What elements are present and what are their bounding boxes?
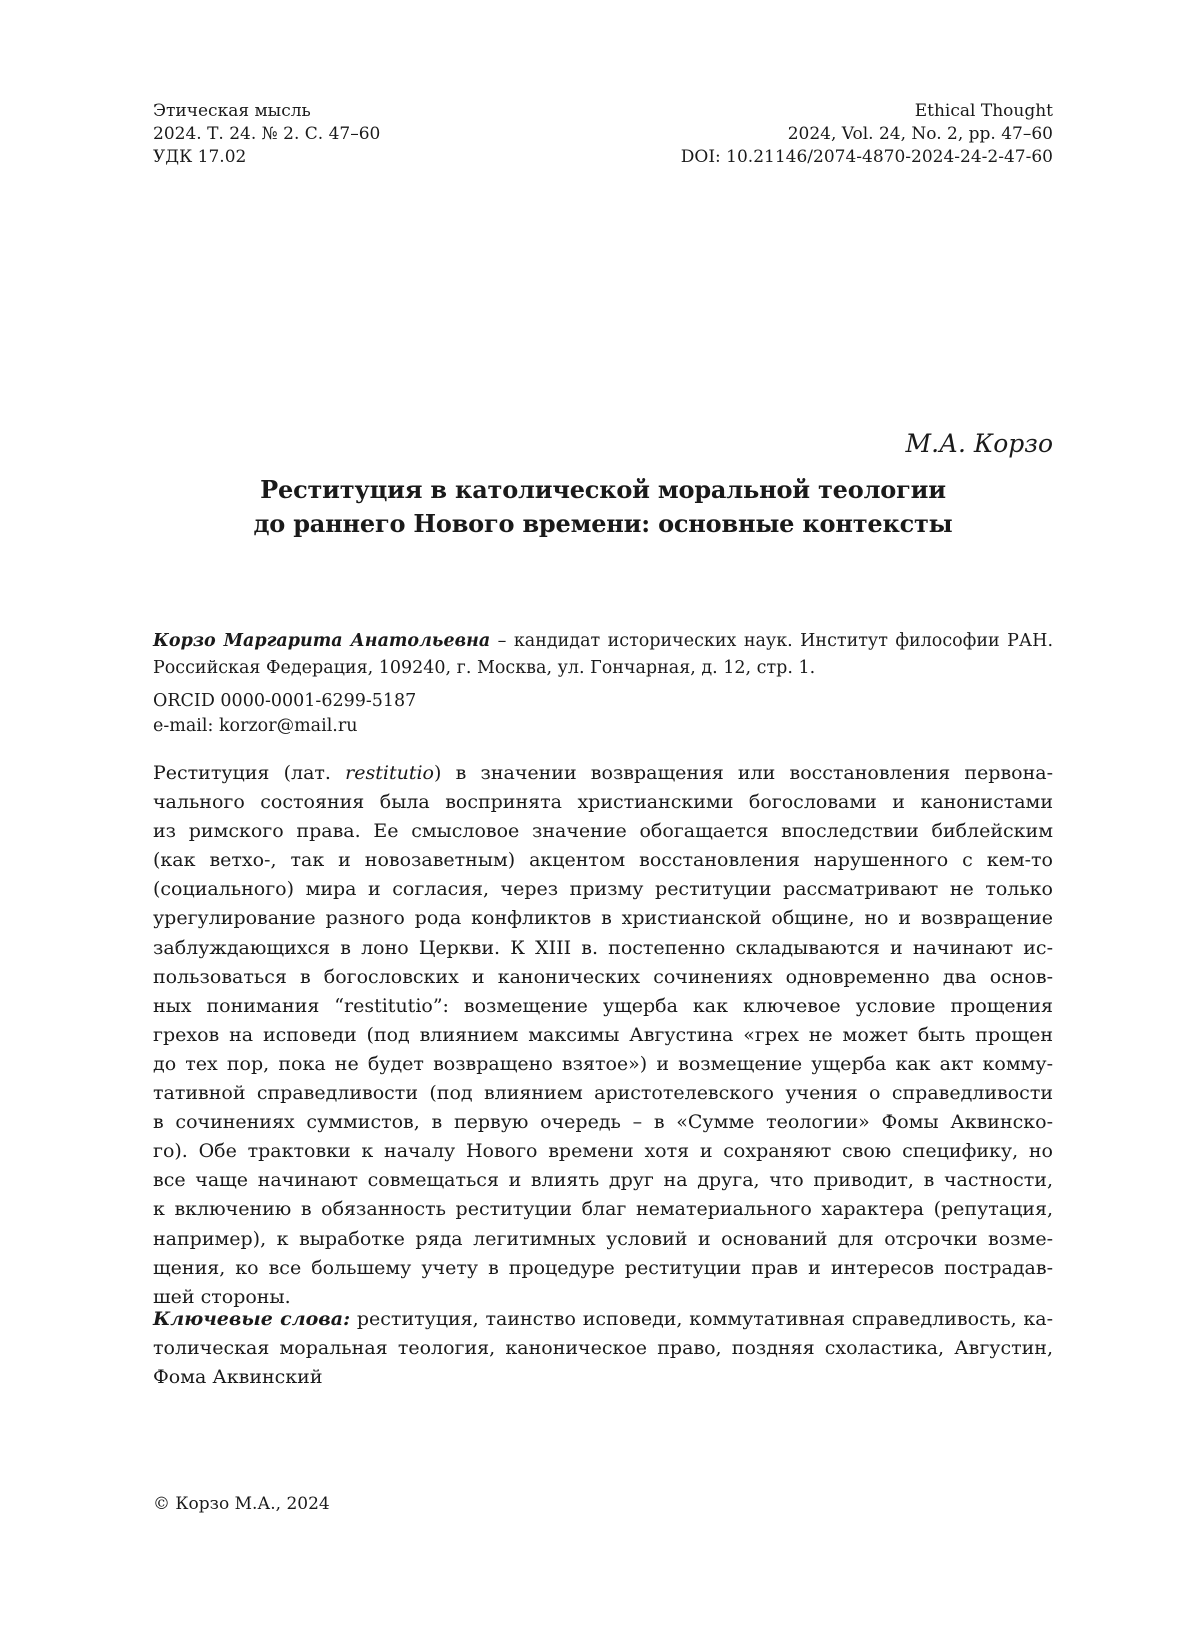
keywords-line: [153, 1305, 1053, 1334]
keywords-line: Фома Аквинский: [153, 1366, 323, 1389]
abstract-line: чального состояния была воспринята христианскими богословами и канонистами: [153, 791, 1053, 814]
abstract-line: все чаще начинают совмещаться и влиять друг на друга, что приводит, в частности,: [153, 1169, 1053, 1192]
abstract-line: ных понимания “restitutio”: возмещение ущерба как ключевое условие прощения: [153, 994, 1053, 1017]
email: e-mail: korzor@mail.ru: [153, 716, 358, 736]
abstract-line: [153, 759, 1053, 788]
abstract-line: до тех пор, пока не будет возвращено взятое») и возмещение ущерба как акт комму-: [153, 1052, 1053, 1075]
article-title: [153, 473, 1053, 541]
udc-code: УДК 17.02: [153, 147, 247, 167]
abstract-line: например), к выработке ряда легитимных условий и оснований для отсрочки возме-: [153, 1227, 1053, 1250]
header-english: [681, 100, 1053, 169]
abstract-line: к включению в обязанность реституции благ нематериального характера (репутация,: [153, 1198, 1053, 1221]
author-affiliation: [153, 628, 1053, 682]
keywords-label: Ключевые слова:: [153, 1308, 351, 1330]
abstract-line: щения, ко все большему учету в процедуре реституции прав и интересов пострадав-: [153, 1256, 1053, 1279]
orcid: ORCID 0000-0001-6299-5187: [153, 691, 417, 711]
author-short-name: М.А. Корзо: [905, 429, 1053, 458]
abstract-line: го). Обе трактовки к началу Нового времени хотя и сохраняют свою специфику, но: [153, 1140, 1053, 1163]
abstract-line: тативной справедливости (под влиянием аристотелевского учения о справедливости: [153, 1082, 1053, 1105]
abstract-line: (как ветхо-, так и новозаветным) акцентом восстановления нарушенного с кем-то: [153, 849, 1053, 872]
author-contacts: [153, 689, 416, 739]
abstract-line: пользоваться в богословских и канонических сочинениях одновременно два основ-: [153, 965, 1053, 988]
abstract-line: заблуждающихся в лоно Церкви. К XIII в. постепенно складываются и начинают ис-: [153, 936, 1053, 959]
abstract-text: Реституция (лат.: [153, 762, 346, 784]
article-page: [153, 0, 1053, 1646]
journal-name-ru: Этическая мысль: [153, 101, 311, 121]
abstract-line: в сочинениях суммистов, в первую очередь – в «Сумме теологии» Фомы Аквинско-: [153, 1111, 1053, 1134]
abstract-text: ) в значении возвращения или восстановления первона-: [433, 762, 1053, 784]
abstract-line: из римского права. Ее смысловое значение обогащается впоследствии библейским: [153, 820, 1053, 843]
abstract-line: (социального) мира и согласия, через призму реституции рассматривают не только: [153, 878, 1053, 901]
keywords: [153, 1305, 1053, 1392]
abstract: [153, 759, 1053, 1312]
abstract-line: шей стороны.: [153, 1285, 291, 1308]
affiliation-text: – кандидат исторических наук. Институт философии РАН. Российская Федерация, 109240, г. Москва, ул. Гончарная, д. 12, стр. 1.: [153, 631, 1054, 678]
keywords-text: реституция, таинство исповеди, коммутативная справедливость, ка-: [350, 1308, 1054, 1330]
copyright: © Корзо М.А., 2024: [153, 1494, 330, 1514]
abstract-line: грехов на исповеди (под влиянием максимы Августина «грех не может быть прощен: [153, 1023, 1053, 1046]
latin-term: restitutio: [345, 762, 434, 784]
doi: DOI: 10.21146/2074-4870-2024-24-2-47-60: [680, 147, 1053, 167]
issue-info-en: 2024, Vol. 24, No. 2, pp. 47–60: [787, 124, 1053, 144]
title-line: Реституция в католической моральной теологии: [260, 475, 946, 504]
author-full-name: Корзо Маргарита Анатольевна: [153, 631, 491, 651]
journal-name-en: Ethical Thought: [914, 101, 1053, 121]
header-russian: [153, 100, 380, 169]
title-line: до раннего Нового времени: основные контексты: [253, 509, 953, 538]
issue-info-ru: 2024. Т. 24. № 2. С. 47–60: [153, 124, 381, 144]
abstract-line: урегулирование разного рода конфликтов в христианской общине, но и возвращение: [153, 907, 1053, 930]
keywords-line: толическая моральная теология, каноническое право, поздняя схоластика, Августин,: [153, 1337, 1053, 1360]
